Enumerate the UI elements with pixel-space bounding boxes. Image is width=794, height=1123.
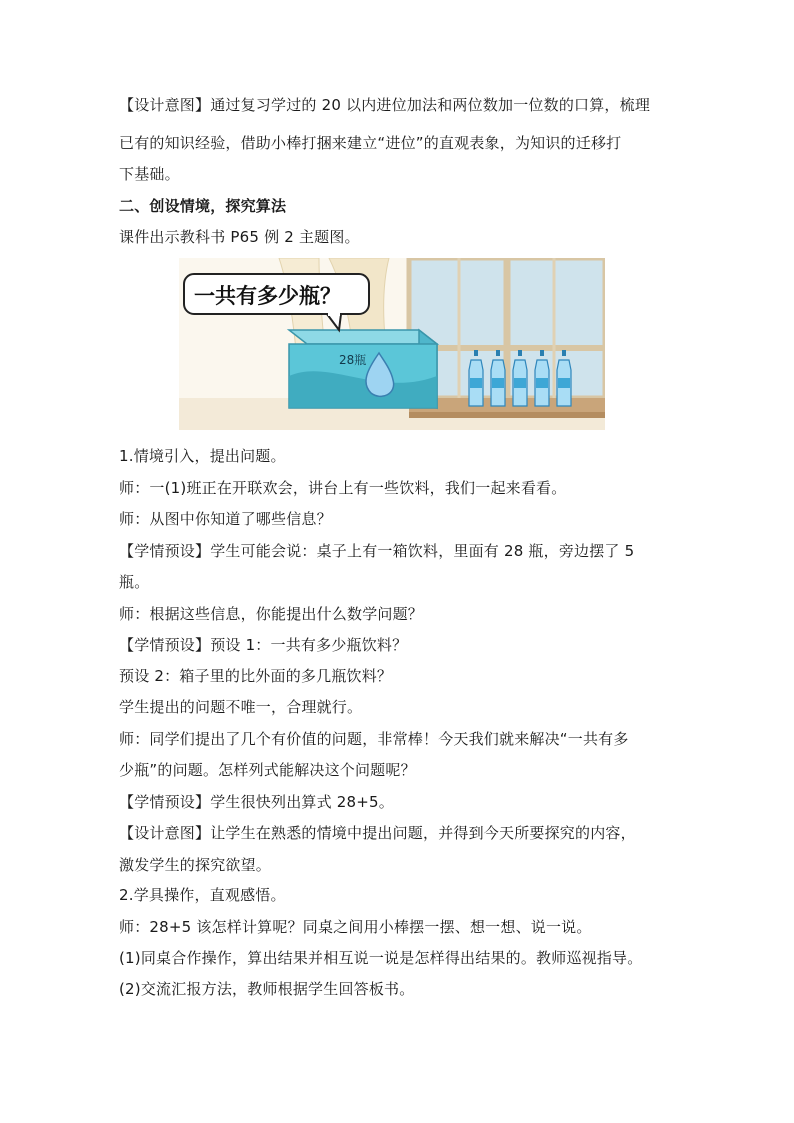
- design-intent-2b: 激发学生的探究欲望。: [119, 856, 272, 874]
- section-heading: 二、创设情境，探究算法: [119, 197, 287, 215]
- prediction-2: 【学情预设】预设 1：一共有多少瓶饮料？: [119, 636, 408, 654]
- prediction-4: 【学情预设】学生很快列出算式 28+5。: [119, 793, 394, 811]
- teacher-line-4b: 少瓶”的问题。怎样列式能解决这个问题呢？: [119, 761, 416, 779]
- teacher-line-1: 师：一(1)班正在开联欢会，讲台上有一些饮料，我们一起来看看。: [119, 479, 567, 497]
- window: [409, 258, 605, 398]
- step-2-heading: 2.学具操作，直观感悟。: [119, 886, 286, 904]
- prediction-1b: 瓶。: [119, 573, 150, 591]
- activity-item-1: (1)同桌合作操作，算出结果并相互说一说是怎样得出结果的。教师巡视指导。: [119, 949, 643, 967]
- paragraph-design-intent-1b: 已有的知识经验，借助小棒打捆来建立“进位”的直观表象，为知识的迁移打: [119, 134, 622, 152]
- paragraph-design-intent-1c: 下基础。: [119, 165, 180, 183]
- paragraph-design-intent-1a: 【设计意图】通过复习学过的 20 以内进位加法和两位数加一位数的口算，梳理: [119, 96, 651, 114]
- textbook-illustration: [179, 258, 605, 430]
- teacher-line-5: 师：28+5 该怎样计算呢？同桌之间用小棒摆一摆、想一想、说一说。: [119, 918, 592, 936]
- prediction-1a: 【学情预设】学生可能会说：桌子上有一箱饮料，里面有 28 瓶，旁边摆了 5: [119, 542, 635, 560]
- design-intent-2a: 【设计意图】让学生在熟悉的情境中提出问题，并得到今天所要探究的内容，: [119, 824, 636, 842]
- activity-item-2: (2)交流汇报方法，教师根据学生回答板书。: [119, 980, 415, 998]
- prediction-3: 预设 2：箱子里的比外面的多几瓶饮料？: [119, 667, 393, 685]
- box-label: 28瓶: [339, 353, 367, 367]
- teacher-line-3: 师：根据这些信息，你能提出什么数学问题？: [119, 605, 424, 623]
- teacher-line-2: 师：从图中你知道了哪些信息？: [119, 510, 332, 528]
- courseware-caption: 课件出示教科书 P65 例 2 主题图。: [119, 228, 360, 246]
- note-line: 学生提出的问题不唯一，合理就行。: [119, 698, 363, 716]
- speech-bubble-text: 一共有多少瓶？: [194, 284, 341, 308]
- step-1-heading: 1.情境引入，提出问题。: [119, 447, 286, 465]
- teacher-line-4a: 师：同学们提出了几个有价值的问题，非常棒！今天我们就来解决“一共有多: [119, 730, 629, 748]
- bottle-box: [289, 330, 437, 408]
